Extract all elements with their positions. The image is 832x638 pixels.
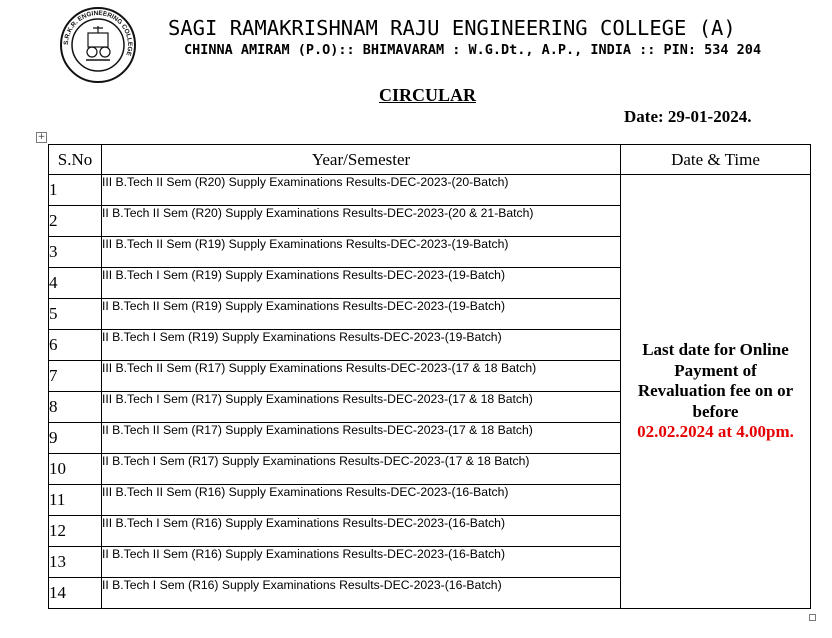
row-year-semester: II B.Tech II Sem (R17) Supply Examinations Results-DEC-2023-(17 & 18 Batch) [102,423,621,454]
row-sno: 1 [49,175,102,206]
results-table [48,144,811,609]
row-sno: 7 [49,361,102,392]
row-year-semester: III B.Tech II Sem (R19) Supply Examinations Results-DEC-2023-(19-Batch) [102,237,621,268]
table-move-icon[interactable]: + [37,132,46,142]
college-address: CHINNA AMIRAM (P.O):: BHIMAVARAM : W.G.Dt., A.P., INDIA :: PIN: 534 204 [184,42,762,58]
row-year-semester: III B.Tech I Sem (R19) Supply Examinations Results-DEC-2023-(19-Batch) [102,268,621,299]
row-year-semester: II B.Tech II Sem (R20) Supply Examinations Results-DEC-2023-(20 & 21-Batch) [102,206,621,237]
row-year-semester: III B.Tech I Sem (R16) Supply Examinations Results-DEC-2023-(16-Batch) [102,516,621,547]
college-logo [59,6,137,84]
column-header-sno: S.No [49,145,102,175]
column-header-date-time: Date & Time [621,145,811,175]
row-sno: 9 [49,423,102,454]
row-sno: 6 [49,330,102,361]
row-year-semester: III B.Tech II Sem (R16) Supply Examinations Results-DEC-2023-(16-Batch) [102,485,621,516]
row-sno: 3 [49,237,102,268]
date-time-cell [621,175,811,609]
table-header-row [49,145,811,175]
college-name: SAGI RAMAKRISHNAM RAJU ENGINEERING COLLEGE (A) [168,16,736,40]
svg-text:S.R.K.R. ENGINEERING COLLEGE: S.R.K.R. ENGINEERING COLLEGE [62,9,134,57]
row-year-semester: II B.Tech I Sem (R16) Supply Examinations Results-DEC-2023-(16-Batch) [102,578,621,609]
row-year-semester: II B.Tech II Sem (R19) Supply Examinations Results-DEC-2023-(19-Batch) [102,299,621,330]
row-sno: 2 [49,206,102,237]
row-year-semester: III B.Tech I Sem (R17) Supply Examinations Results-DEC-2023-(17 & 18 Batch) [102,392,621,423]
deadline-text: 02.02.2024 at 4.00pm. [637,422,794,442]
column-header-year-semester: Year/Semester [102,145,621,175]
row-sno: 8 [49,392,102,423]
date-time-line: before [692,401,739,421]
row-year-semester: II B.Tech I Sem (R17) Supply Examinations Results-DEC-2023-(17 & 18 Batch) [102,454,621,485]
table-row [49,175,811,206]
row-sno: 12 [49,516,102,547]
row-year-semester: III B.Tech II Sem (R17) Supply Examinations Results-DEC-2023-(17 & 18 Batch) [102,361,621,392]
date-time-line: Last date for Online [642,340,789,360]
date-time-line: Revaluation fee on or [637,381,794,401]
row-sno: 5 [49,299,102,330]
row-sno: 14 [49,578,102,609]
row-sno: 10 [49,454,102,485]
row-sno: 11 [49,485,102,516]
circular-title: CIRCULAR [379,85,477,105]
row-year-semester: III B.Tech II Sem (R20) Supply Examinations Results-DEC-2023-(20-Batch) [102,175,621,206]
circular-date: Date: 29-01-2024. [624,107,752,126]
row-sno: 13 [49,547,102,578]
row-year-semester: II B.Tech I Sem (R19) Supply Examinations Results-DEC-2023-(19-Batch) [102,330,621,361]
table-resize-icon[interactable] [809,614,816,621]
row-sno: 4 [49,268,102,299]
row-year-semester: II B.Tech II Sem (R16) Supply Examinations Results-DEC-2023-(16-Batch) [102,547,621,578]
date-time-line: Payment of [674,360,757,380]
